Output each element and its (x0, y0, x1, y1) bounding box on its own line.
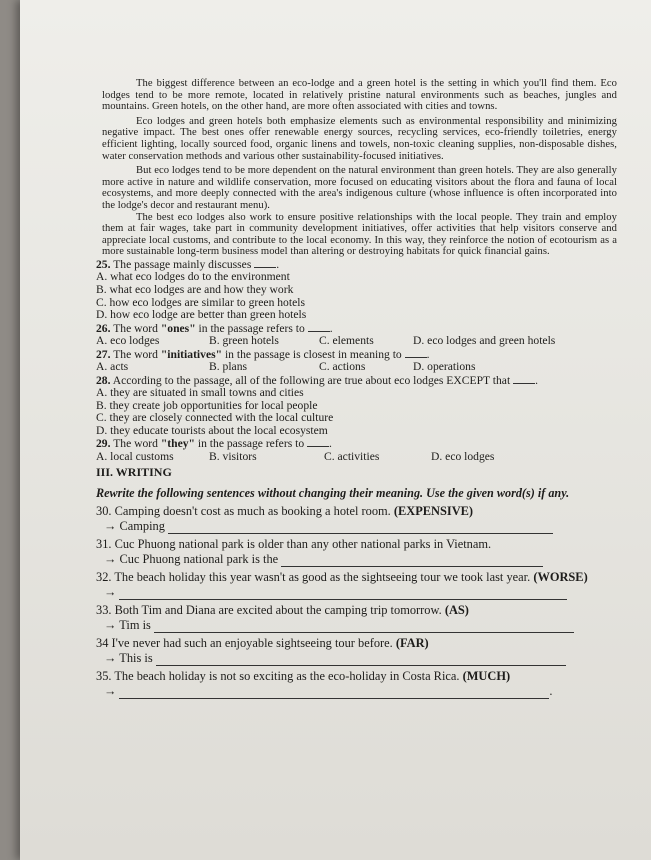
keyword: "initiatives" (160, 347, 223, 361)
option-d[interactable]: D. operations (413, 360, 476, 374)
question-stem: 29. The word "they" in the passage refers to . (96, 437, 332, 451)
question-text: in the passage refers to (194, 437, 305, 451)
keyword: "they" (160, 437, 195, 451)
writing-item-34 (96, 636, 617, 666)
sentence-text: 33. Both Tim and Diana are excited about the camping trip tomorrow. (96, 603, 442, 618)
option-a[interactable]: A. what eco lodges do to the environment (96, 270, 290, 284)
option-a[interactable]: A. acts (96, 360, 129, 374)
answer-blank[interactable] (308, 322, 330, 332)
answer-prompt: → (104, 684, 117, 699)
writing-sentence (96, 636, 617, 651)
answer-row (96, 585, 617, 600)
writing-sentence (96, 537, 617, 552)
keyword: (WORSE) (533, 570, 588, 585)
question-25 (96, 258, 617, 322)
sentence-text: 31. Cuc Phuong national park is older than any other national parks in Vietnam. (96, 537, 492, 552)
writing-item-30 (96, 504, 617, 534)
question-26 (96, 322, 617, 348)
sentence-text: 34 I've never had such an enjoyable sightseeing tour before. (96, 636, 393, 651)
question-stem: 26. The word "ones" in the passage refers to . (96, 321, 333, 335)
question-text: The word (113, 437, 161, 451)
answer-line[interactable] (281, 555, 543, 567)
option-c[interactable]: C. activities (324, 449, 380, 463)
keyword: (EXPENSIVE) (393, 504, 474, 519)
options-row (96, 335, 617, 348)
question-number: 25 (96, 257, 108, 271)
question-27 (96, 348, 617, 374)
answer-line[interactable] (156, 654, 566, 666)
answer-prompt: → Camping (104, 519, 165, 534)
options-row (96, 451, 617, 464)
answer-prompt: → (104, 585, 117, 600)
option-c[interactable]: C. actions (319, 360, 366, 374)
answer-blank[interactable] (405, 348, 427, 358)
worksheet-content (96, 78, 617, 702)
answer-blank[interactable] (307, 437, 329, 447)
answer-prompt: → Tim is (104, 618, 151, 633)
passage-paragraph-1: The biggest difference between an eco-lodge and a green hotel is the setting in which you'll find them. Eco lodges tend to be more remote, located in relatively pristine natural environments such as beaches, jungles and mountains. Green hotels, on the other hand, are more often associated with cities and towns. (102, 78, 617, 113)
option-b[interactable]: B. what eco lodges are and how they work (96, 282, 294, 296)
question-tail: . (329, 437, 332, 451)
question-text: The word (113, 347, 161, 361)
option-b[interactable]: B. plans (209, 360, 248, 374)
option-d[interactable]: D. eco lodges and green hotels (413, 334, 556, 348)
paper-sheet (20, 0, 651, 860)
option-a[interactable]: A. eco lodges (96, 334, 160, 348)
answer-period: . (549, 684, 553, 699)
sentence-text: 32. The beach holiday this year wasn't as good as the sightseeing tour we took last year. (96, 570, 531, 585)
option-c[interactable]: C. elements (319, 334, 374, 348)
writing-sentence (96, 504, 617, 519)
question-text: According to the passage, all of the following are true about eco lodges EXCEPT that (112, 373, 511, 387)
passage-paragraph-2: Eco lodges and green hotels both emphasize elements such as environmental responsibility and minimizing negative impact. The best ones offer renewable energy sources, recycling services, eco-friendly toiletries, energy efficient lighting, locally sourced food, organic linens and towels, non-toxic cleaning supplies, non-disposable dishes, water conservation methods and various other sustainability-focused initiatives. (102, 115, 617, 162)
question-stem: 28. According to the passage, all of the following are true about eco lodges EXCEPT that . (96, 373, 538, 387)
option-d[interactable]: D. they educate tourists about the local ecosystem (96, 423, 328, 437)
question-number: 29 (96, 437, 108, 451)
option-d[interactable]: D. eco lodges (431, 449, 495, 463)
keyword: "ones" (160, 321, 196, 335)
question-text: in the passage is closest in meaning to (222, 347, 402, 361)
writing-sentence (96, 603, 617, 618)
writing-item-31 (96, 537, 617, 567)
question-number: 27 (96, 347, 108, 361)
answer-row (96, 684, 617, 699)
question-28 (96, 374, 617, 438)
question-text: The word (113, 321, 161, 335)
question-stem: 27. The word "initiatives" in the passage is closest in meaning to . (96, 347, 430, 361)
answer-row (96, 552, 617, 567)
writing-item-35 (96, 669, 617, 699)
question-tail: . (426, 347, 430, 361)
section-instruction: Rewrite the following sentences without changing their meaning. Use the given word(s) if any. (96, 486, 570, 501)
option-b[interactable]: B. they create job opportunities for local people (96, 398, 318, 412)
option-a[interactable]: A. local customs (96, 449, 174, 463)
option-a[interactable]: A. they are situated in small towns and cities (96, 386, 304, 400)
sentence-text: 35. The beach holiday is not so exciting as the eco-holiday in Costa Rica. (96, 669, 460, 684)
question-number: 28 (96, 373, 108, 387)
answer-row (96, 519, 617, 534)
writing-item-33 (96, 603, 617, 633)
passage-paragraph-4: The best eco lodges also work to ensure positive relationships with the local people. They train and employ them at fair wages, take part in community development initiatives, offer activities that help visitors conserve and appreciate local customs, and contribute to the local economy. In this way, they reinforce the notion of ecotourism as a more sustainable long-term business model than altering or destroying habitats for quick financial gains. (102, 211, 617, 258)
passage-paragraph-3: But eco lodges tend to be more dependent on the natural environment than green hotels. They are also generally more active in nature and wildlife conservation, more focused on educating visitors about the flora and fauna of local ecosystems, and more deeply connected with the area's indigenous culture (whose influence is often incorporated into the lodge's decor and restaurant menu). (102, 165, 617, 211)
sentence-text: 30. Camping doesn't cost as much as booking a hotel room. (96, 504, 391, 519)
answer-prompt: → This is (104, 651, 153, 666)
answer-row (96, 651, 617, 666)
writing-section (96, 465, 617, 699)
writing-sentence (96, 570, 617, 585)
answer-prompt: → Cuc Phuong national park is the (104, 552, 279, 567)
options-row (96, 361, 617, 374)
option-c[interactable]: C. they are closely connected with the local culture (96, 411, 334, 425)
question-29 (96, 437, 617, 463)
answer-line[interactable] (119, 588, 567, 600)
reading-passage (102, 78, 617, 258)
keyword: (AS) (444, 603, 469, 618)
question-number: 26 (96, 321, 108, 335)
answer-line[interactable] (168, 522, 553, 534)
answer-blank[interactable] (254, 258, 276, 268)
question-stem: 25. The passage mainly discusses . (96, 257, 280, 271)
option-c[interactable]: C. how eco lodges are similar to green hotels (96, 295, 305, 309)
answer-row (96, 618, 617, 633)
keyword: (FAR) (395, 636, 429, 651)
answer-blank[interactable] (513, 374, 535, 384)
option-b[interactable]: B. visitors (209, 449, 257, 463)
question-tail: . (535, 373, 538, 387)
question-tail: . (329, 321, 333, 335)
answer-line[interactable] (154, 621, 574, 633)
question-text: The passage mainly discusses (113, 257, 252, 271)
section-heading: III. WRITING (96, 465, 172, 480)
question-text: in the passage refers to (195, 321, 305, 335)
option-b[interactable]: B. green hotels (209, 334, 279, 348)
answer-line[interactable] (119, 687, 549, 699)
question-tail: . (276, 257, 280, 271)
writing-sentence (96, 669, 617, 684)
keyword: (MUCH) (462, 669, 511, 684)
writing-item-32 (96, 570, 617, 600)
option-d[interactable]: D. how eco lodge are better than green hotels (96, 308, 307, 322)
